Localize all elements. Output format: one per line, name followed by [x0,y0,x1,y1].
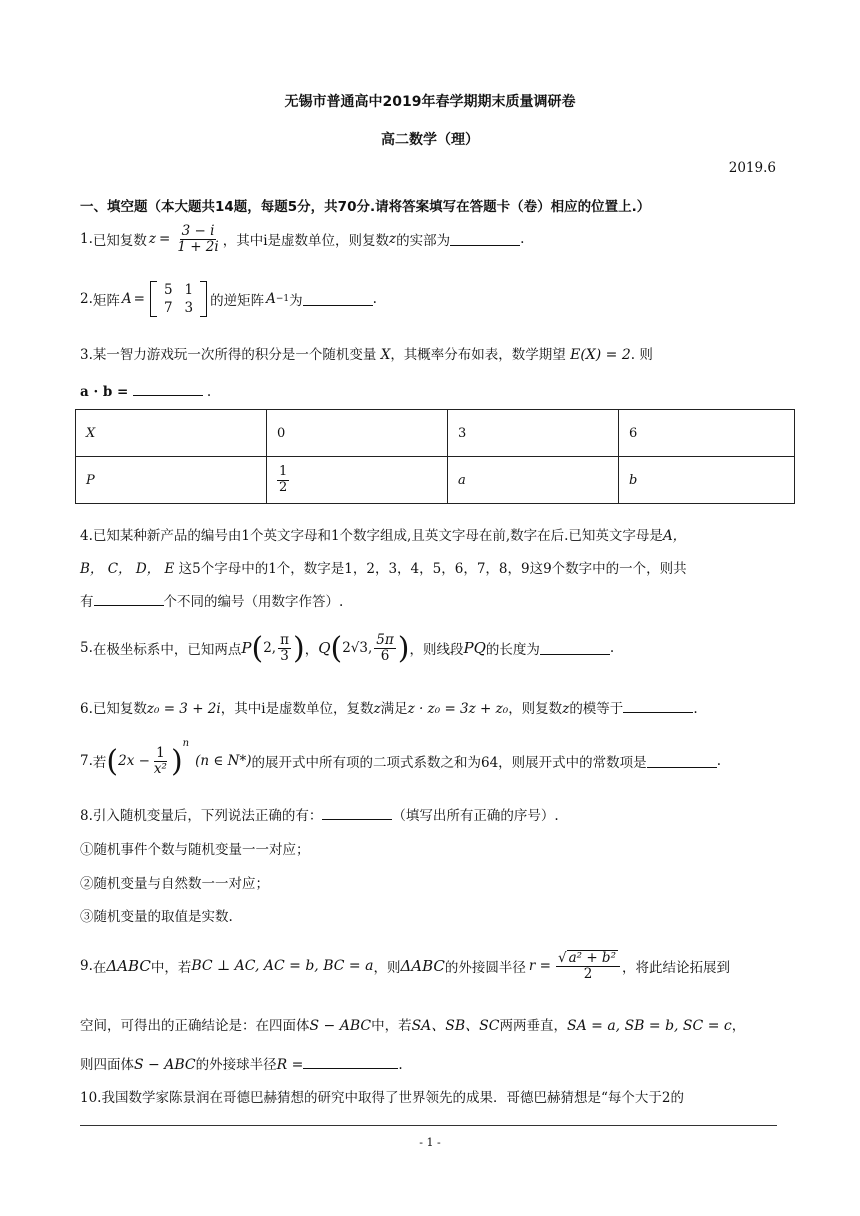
table-cell: 6 [619,410,795,457]
q9-l2-edges: SA、SB、SC [411,1018,500,1034]
question-7: 7. 若 ( 2x − $\frac{1}{\text{x²}}$ ) $^n$ (n ∈ N*) 的展开式中所有项的二项式系数之和为64，则展开式中的常数项是 . [80,738,721,779]
p0-den: 2 [279,479,288,495]
q4-text1: 4.已知某种新产品的编号由1个英文字母和1个数字组成,且英文字母在前,数字在后.已知英文字母是 [80,528,663,544]
q4-text3b: 个不同的编号（用数字作答）. [163,594,344,610]
q9-l3-tet: S − ABC [134,1057,196,1073]
q7-exp: n [182,738,190,749]
q1-mid: ，其中i是虚数单位，则复数 [222,233,390,249]
q2-m22: 3 [184,300,194,316]
table-row [76,457,795,504]
document-title: 无锡市普通高中2019年春学期期末质量调研卷 [284,94,576,110]
q2-A: A [121,291,132,307]
q6-number: 6. [80,701,93,717]
q5-Q-num: 5π [376,631,394,648]
q1-number: 1. [80,231,93,247]
table-row [76,410,795,457]
q6-answer-blank[interactable] [623,700,693,713]
q5-end: . [609,640,615,656]
q4-A: A， [662,528,687,544]
q9-mid: 中，若 [150,960,192,976]
q6-lead: 已知复数 [92,701,147,717]
q5-Qr: 2√3, [342,640,373,656]
q7-tail: 的展开式中所有项的二项式系数之和为64，则展开式中的常数项是 [251,755,647,771]
q9-mid3: 的外接圆半径 [444,960,526,976]
q3-end: . [206,384,212,400]
q9-l2-vals: SA = a, SB = b, SC = c [566,1018,732,1034]
q7-cond: (n ∈ N*) [195,753,252,769]
q3-expect: E(X) = 2 [570,347,631,363]
q5-sep: ， [304,642,319,658]
q2-m11: 5 [163,282,173,298]
q9-mid2: ，则 [373,960,401,976]
q3-text3: . 则 [630,347,653,363]
q8-answer-blank[interactable] [322,807,392,820]
section-heading: 一、填空题（本大题共14题，每题5分，共70分.请将答案填写在答题卡（卷）相应的位置上.） [80,199,651,215]
q6-z0: z₀ = 3 + 2i [146,701,221,717]
cell-a: a [458,472,466,488]
q7-inner: 2x − [118,753,150,769]
q2-sup: −1 [275,294,290,304]
q9-answer-blank[interactable] [303,1056,398,1069]
q9-frac-den: 2 [583,966,593,982]
q9-l3-R: R = [276,1057,304,1073]
q3-answer-blank[interactable] [133,383,203,396]
q2-m21: 7 [163,300,173,316]
q4-letters: B， C， D， E [80,561,175,577]
q8-lead: 8.引入随机变量后，下列说法正确的有： [80,808,323,824]
document-subtitle: 高二数学（理） [381,132,479,148]
q9-l2b: 中，若 [371,1018,412,1034]
q9-frac [556,950,620,982]
q1-frac-den: 1 + 2i [177,238,219,255]
question-3 [80,343,653,363]
q2-number: 2. [80,291,93,307]
q5-P-num: π [280,631,289,648]
q6-mid: ，其中i是虚数单位，复数 [220,701,374,717]
table-cell [76,457,267,504]
table-cell: 0 [267,410,448,457]
q3-ab: a · b = [80,384,129,400]
q9-line2 [80,1014,745,1035]
q1-answer-blank[interactable] [450,233,520,246]
q8-option-3: ③随机变量的取值是实数. [80,909,233,925]
q9-frac-num: √ a² + b² [556,950,620,967]
q7-end: . [716,753,721,769]
q1-eq: = [159,231,171,247]
question-5: 5. 在极坐标系中，已知两点 P ( 2, $\frac{\pi}{3}$ ) ， Q ( 2√3, $\frac{5\pi}{6}$ ) ，则线段 PQ 的长度为 . [80,630,615,666]
q9-l2-tet: S − ABC [309,1018,372,1034]
q9-tail: ，将此结论拓展到 [622,960,730,976]
q6-end: . [693,701,698,717]
q6-mid3: ，则复数 [508,701,563,717]
question-1 [80,218,524,260]
q4-answer-blank[interactable] [94,593,164,606]
q8-option-2: ②随机变量与自然数一一对应； [80,876,269,892]
q9-lead: 在 [92,960,107,976]
q6-tail: 的模等于 [569,701,624,717]
q2-lead: 矩阵 [92,293,120,309]
q7-frac [152,746,169,777]
q1-lead: 已知复数 [92,233,147,249]
q4-line2 [80,557,687,577]
p0-fraction [277,465,289,495]
q9-r: r = [528,958,551,974]
q1-end: . [520,231,525,247]
table-cell: 3 [448,410,619,457]
q5-Q: Q [318,639,331,657]
q5-number: 5. [80,640,93,656]
q9-end: . [398,1057,403,1073]
q9-number: 9. [80,958,93,974]
q2-end: . [372,291,377,307]
q9-l2c: 两两垂直， [499,1018,567,1034]
q5-lead: 在极坐标系中，已知两点 [92,642,242,658]
q6-eq: z · z₀ = 3z + z₀ [407,701,509,717]
q1-z: z [148,231,157,247]
q2-tail: 为 [289,293,303,309]
q5-Pr: 2, [263,640,277,656]
cell-b: b [629,472,638,488]
q7-frac-den: x² [153,760,167,777]
q4-line1 [80,524,686,544]
q3-ab-line [80,383,211,400]
q7-answer-blank[interactable] [647,755,717,768]
q5-PQ: PQ [463,639,486,657]
q8-option-1: ①随机事件个数与随机变量一一对应； [80,842,310,858]
table-cell [448,457,619,504]
cell-X: X [86,425,96,441]
q8-lead-line [80,804,559,824]
probability-table [75,409,795,504]
q2-mid: 的逆矩阵 [210,293,265,309]
q9-l2a: 空间，可得出的正确结论是：在四面体 [80,1018,310,1034]
footer-divider [80,1125,777,1126]
q3-number: 3. [80,347,93,363]
page-number: - 1 - [419,1136,441,1149]
q1-z2: z [389,231,397,247]
q9-rad: a² + b² [568,950,616,967]
q5-P-frac [278,633,291,664]
q5-P-den: 3 [280,647,289,664]
table-cell [267,457,448,504]
q10-line1: 10.我国数学家陈景润在哥德巴赫猜想的研究中取得了世界领先的成果．哥德巴赫猜想是“每个大于2的 [80,1090,684,1106]
table-cell [619,457,795,504]
q4-text2: 这5个字母中的1个，数字是1，2，3，4，5，6，7，8，9这9个数字中的一个，则共 [178,561,687,577]
document-date: 2019.6 [728,160,776,176]
question-6 [80,697,698,717]
q7-frac-num: 1 [156,744,165,761]
q9-line1 [80,942,730,990]
q1-frac-num: 3 − i [181,222,215,239]
q7-lead: 若 [92,755,107,771]
q1-fraction [175,224,220,255]
q3-text: 某一智力游戏玩一次所得的积分是一个随机变量 [92,347,377,363]
q9-line3 [80,1053,403,1073]
q5-Q-den: 6 [380,647,390,664]
q2-eq: = [133,291,145,307]
q8-tail: （填写出所有正确的序号）. [392,808,559,824]
q9-l2d: ， [731,1018,746,1034]
q9-l3a: 则四面体 [80,1057,134,1073]
q9-tri2: ΔABC [400,957,445,975]
q4-line3 [80,590,343,610]
q3-text2: ，其概率分布如表，数学期望 [390,347,566,363]
question-2 [80,277,377,321]
q6-mid2: 满足 [380,701,408,717]
q5-Q-frac [374,633,395,664]
table-cell [76,410,267,457]
q7-number: 7. [80,753,93,769]
cell-P: P [86,472,95,488]
q2-answer-blank[interactable] [303,293,373,306]
q9-tri: ΔABC [106,957,151,975]
q9-l3b: 的外接球半径 [195,1057,277,1073]
q1-tail: 的实部为 [396,233,451,249]
q6-z2: z [562,701,570,717]
q5-P: P [241,639,252,657]
q9-cond: BC ⊥ AC, AC = b, BC = a [191,958,374,974]
q6-z: z [373,701,381,717]
q2-Ainv: A [266,291,276,307]
q5-tail2: 的长度为 [485,642,540,658]
q5-answer-blank[interactable] [540,642,610,655]
q4-text3a: 有 [80,594,94,610]
q2-matrix [150,281,207,317]
q2-m12: 1 [184,282,194,298]
q5-tail: ，则线段 [409,642,464,658]
q3-X: X [380,347,391,363]
p0-num: 1 [279,464,288,480]
